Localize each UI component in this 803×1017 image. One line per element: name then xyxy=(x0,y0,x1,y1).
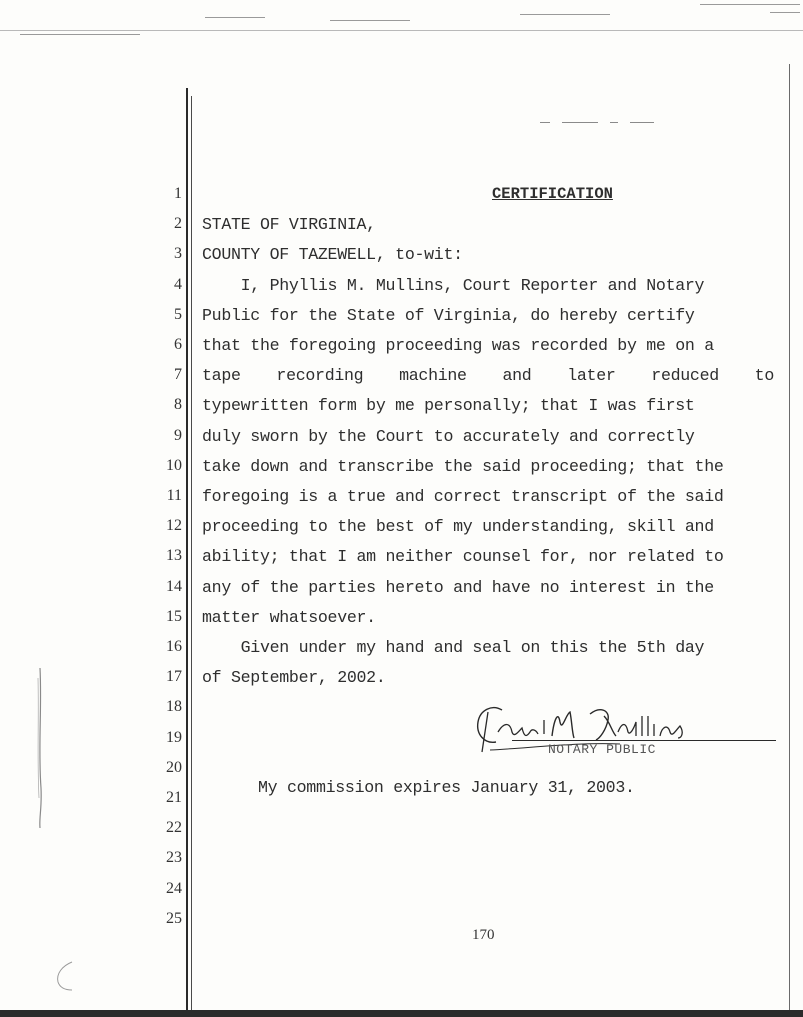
left-margin-rule-inner xyxy=(191,96,192,1010)
transcript-line: take down and transcribe the said proceeding; that the xyxy=(202,456,724,476)
scan-edge-bottom xyxy=(0,1010,803,1017)
line-number: 16 xyxy=(166,638,182,655)
transcript-line: proceeding to the best of my understanding, skill and xyxy=(202,517,714,537)
line-number: 7 xyxy=(174,366,182,384)
transcript-line: any of the parties hereto and have no interest in the xyxy=(202,577,714,597)
page-number: 170 xyxy=(472,927,495,943)
left-margin-rule xyxy=(186,88,188,1010)
scan-smudge xyxy=(52,960,78,992)
transcript-word: later xyxy=(567,366,616,386)
line-number: 19 xyxy=(166,728,182,746)
transcript-line: Public for the State of Virginia, do hereby certify xyxy=(202,305,695,325)
line-number: 24 xyxy=(166,879,182,897)
transcript-word: to xyxy=(754,366,774,386)
transcript-line: STATE OF VIRGINIA, xyxy=(202,215,376,235)
scan-edge-top xyxy=(0,0,803,44)
line-number: 20 xyxy=(166,758,182,776)
transcript-word: tape xyxy=(202,366,241,386)
line-number: 13 xyxy=(166,547,182,565)
line-number: 23 xyxy=(166,849,182,867)
transcript-word: and xyxy=(502,366,532,386)
transcript-line: foregoing is a true and correct transcript of the said xyxy=(202,487,724,506)
line-number: 21 xyxy=(166,789,182,806)
transcript-word: recording xyxy=(276,366,364,386)
transcript-line: of September, 2002. xyxy=(202,668,386,688)
transcript-line: COUNTY OF TAZEWELL, to-wit: xyxy=(202,245,463,265)
line-number: 18 xyxy=(166,698,182,716)
header-dashes xyxy=(540,122,660,126)
line-number: 22 xyxy=(166,819,182,837)
line-number: 3 xyxy=(174,245,182,263)
right-margin-rule xyxy=(789,64,790,1010)
line-number: 6 xyxy=(174,336,182,353)
transcript-line: Given under my hand and seal on this the 5th day xyxy=(202,638,705,657)
page-title: CERTIFICATION xyxy=(492,185,613,203)
line-number: 15 xyxy=(166,607,182,625)
transcript-word: reduced xyxy=(651,366,719,386)
transcript-line xyxy=(202,366,774,385)
scan-artifact xyxy=(36,668,44,828)
line-number: 2 xyxy=(174,215,182,233)
signature-line xyxy=(512,740,776,741)
line-number: 5 xyxy=(174,305,182,323)
line-number: 11 xyxy=(166,487,182,504)
line-number: 12 xyxy=(166,517,182,535)
transcript-word: machine xyxy=(399,366,467,386)
line-number: 25 xyxy=(166,909,182,927)
line-number: 17 xyxy=(166,668,182,686)
line-number: 10 xyxy=(166,456,182,474)
line-number: 1 xyxy=(174,185,182,202)
transcript-line: I, Phyllis M. Mullins, Court Reporter and Notary xyxy=(202,275,705,295)
line-number: 9 xyxy=(174,426,182,444)
transcript-line: ability; that I am neither counsel for, nor related to xyxy=(202,547,724,567)
line-number: 8 xyxy=(174,396,182,414)
transcript-line: that the foregoing proceeding was recorded by me on a xyxy=(202,336,714,355)
line-number: 14 xyxy=(166,577,182,595)
transcript-line: matter whatsoever. xyxy=(202,607,376,627)
line-number: 4 xyxy=(174,275,182,293)
notary-label: NOTARY PUBLIC xyxy=(548,742,656,757)
transcript-line: typewritten form by me personally; that I was first xyxy=(202,396,695,416)
commission-expiration: My commission expires January 31, 2003. xyxy=(258,778,635,797)
transcript-line: duly sworn by the Court to accurately and correctly xyxy=(202,426,695,446)
